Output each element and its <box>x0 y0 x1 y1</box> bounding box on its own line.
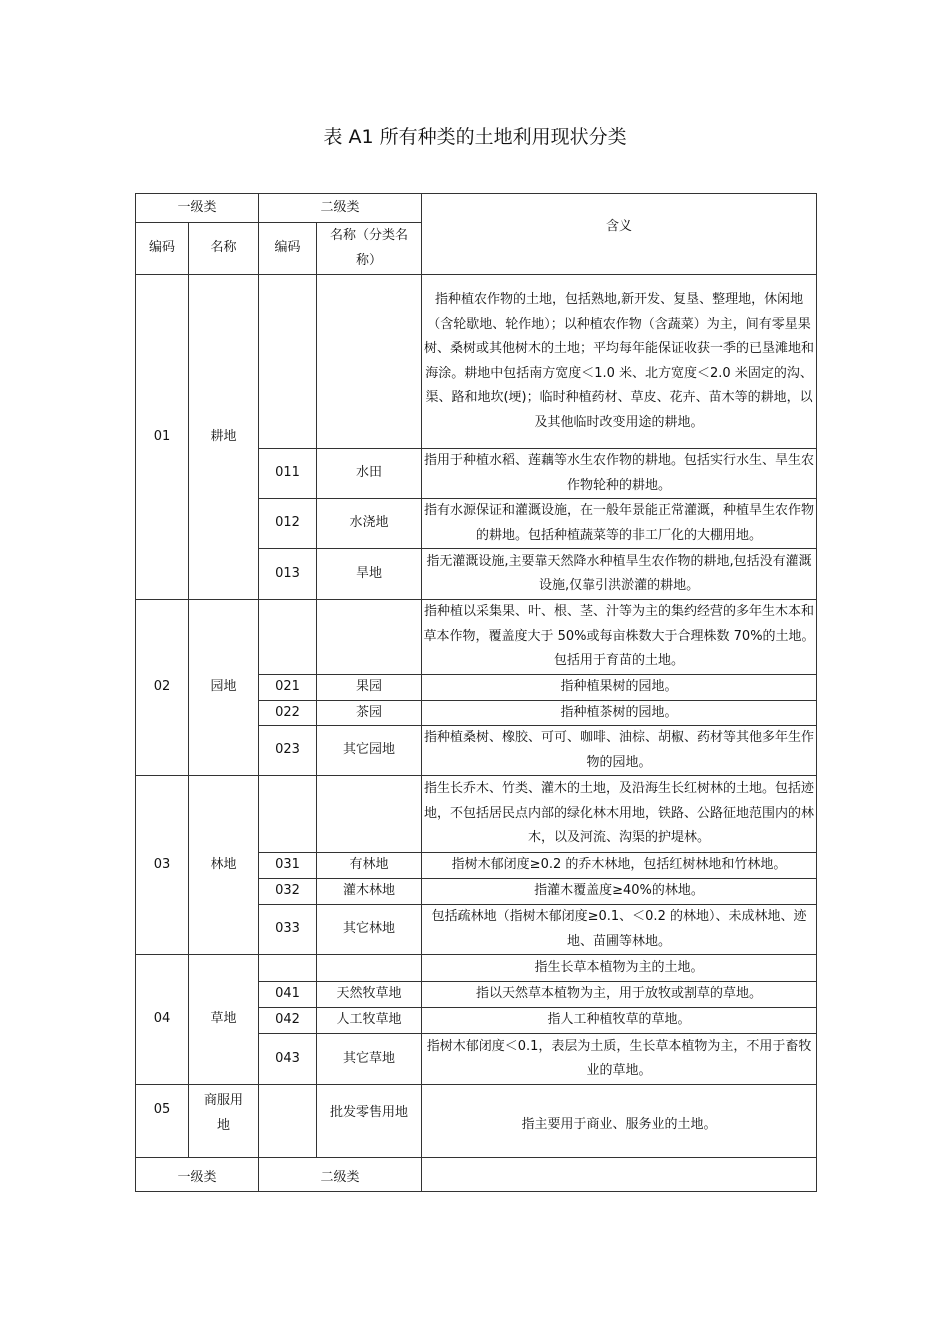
class-code: 01 <box>136 275 189 600</box>
class-name: 商服用地 <box>189 1085 259 1158</box>
subclass-name: 旱地 <box>317 549 422 600</box>
subclass-description: 指以天然草本植物为主，用于放牧或割草的草地。 <box>422 982 817 1008</box>
subclass-code: 012 <box>259 499 317 549</box>
page-title: 表 A1 所有种类的土地利用现状分类 <box>323 126 627 148</box>
subclass-code <box>259 1085 317 1158</box>
subclass-code: 043 <box>259 1034 317 1085</box>
subclass-description: 指无灌溉设施,主要靠天然降水种植旱生农作物的耕地,包括没有灌溉设施,仅靠引洪淤灌的耕地。 <box>422 549 817 600</box>
table-row <box>136 600 817 675</box>
header-name: 名称 <box>189 223 259 275</box>
subclass-code: 013 <box>259 549 317 600</box>
subclass-name: 有林地 <box>317 853 422 879</box>
subclass-description: 指用于种植水稻、莲藕等水生农作物的耕地。包括实行水生、旱生农作物轮种的耕地。 <box>422 449 817 499</box>
table-row <box>136 776 817 853</box>
header-meaning: 含义 <box>422 194 817 275</box>
subclass-description: 指种植果树的园地。 <box>422 675 817 701</box>
subclass-description: 指人工种植牧草的草地。 <box>422 1008 817 1034</box>
subclass-name: 批发零售用地 <box>317 1085 422 1158</box>
subclass-code: 021 <box>259 675 317 701</box>
class-description: 指种植以采集果、叶、根、茎、汁等为主的集约经营的多年生木本和草本作物，覆盖度大于 50%或每亩株数大于合理株数 70%的土地。包括用于育苗的土地。 <box>422 600 817 675</box>
class-name: 林地 <box>189 776 259 955</box>
class-name: 园地 <box>189 600 259 776</box>
subclass-name: 茶园 <box>317 700 422 726</box>
subclass-name: 其它草地 <box>317 1034 422 1085</box>
subclass-name: 其它林地 <box>317 905 422 955</box>
subclass-code: 011 <box>259 449 317 499</box>
table-row <box>136 1085 817 1158</box>
land-use-classification-table <box>135 193 817 1192</box>
subclass-description: 指灌木覆盖度≥40%的林地。 <box>422 879 817 905</box>
header-code: 编码 <box>136 223 189 275</box>
subclass-name: 灌木林地 <box>317 879 422 905</box>
subclass-code: 031 <box>259 853 317 879</box>
header-level2: 二级类 <box>259 194 422 223</box>
class-code: 04 <box>136 955 189 1085</box>
subclass-name: 果园 <box>317 675 422 701</box>
subclass-description: 指主要用于商业、服务业的土地。 <box>422 1085 817 1158</box>
header-row-1 <box>136 194 817 223</box>
header-code2: 编码 <box>259 223 317 275</box>
class-description: 指生长乔木、竹类、灌木的土地，及沿海生长红树林的土地。包括迹地，不包括居民点内部的绿化林木用地，铁路、公路征地范围内的林木，以及河流、沟渠的护堤林。 <box>422 776 817 853</box>
subclass-description: 指树木郁闭度＜0.1，表层为土质，生长草本植物为主，不用于畜牧业的草地。 <box>422 1034 817 1085</box>
table-row <box>136 275 817 449</box>
subclass-name: 水田 <box>317 449 422 499</box>
subclass-code: 022 <box>259 700 317 726</box>
footer-header-row <box>136 1158 817 1192</box>
class-name: 草地 <box>189 955 259 1085</box>
class-name: 耕地 <box>189 275 259 600</box>
footer-level1: 一级类 <box>136 1158 259 1192</box>
subclass-description: 指树木郁闭度≥0.2 的乔木林地，包括红树林地和竹林地。 <box>422 853 817 879</box>
subclass-description: 指种植茶树的园地。 <box>422 700 817 726</box>
subclass-description: 包括疏林地（指树木郁闭度≥0.1、＜0.2 的林地）、未成林地、迹地、苗圃等林地。 <box>422 905 817 955</box>
class-description: 指生长草本植物为主的土地。 <box>422 955 817 982</box>
class-description: 指种植农作物的土地，包括熟地,新开发、复垦、整理地，休闲地（含轮歇地、轮作地）；以种植农作物（含蔬菜）为主，间有零星果树、桑树或其他树木的土地；平均每年能保证收获一季的已垦滩地和海涂。耕地中包括南方宽度＜1.0 米、北方宽度＜2.0 米固定的沟、渠、路和地坎(埂)；临时种植药材、草皮、花卉、苗木等的耕地，以及其他临时改变用途的耕地。 <box>422 275 817 449</box>
class-code: 05 <box>136 1085 189 1158</box>
subclass-name: 天然牧草地 <box>317 982 422 1008</box>
subclass-code: 033 <box>259 905 317 955</box>
subclass-code: 032 <box>259 879 317 905</box>
subclass-code: 042 <box>259 1008 317 1034</box>
table-row <box>136 955 817 982</box>
footer-level2: 二级类 <box>259 1158 422 1192</box>
class-code: 03 <box>136 776 189 955</box>
subclass-name: 其它园地 <box>317 726 422 776</box>
subclass-description: 指种植桑树、橡胶、可可、咖啡、油棕、胡椒、药材等其他多年生作物的园地。 <box>422 726 817 776</box>
subclass-description: 指有水源保证和灌溉设施，在一般年景能正常灌溉，种植旱生农作物的耕地。包括种植蔬菜等的非工厂化的大棚用地。 <box>422 499 817 549</box>
subclass-code: 023 <box>259 726 317 776</box>
header-level1: 一级类 <box>136 194 259 223</box>
subclass-code: 041 <box>259 982 317 1008</box>
subclass-name: 人工牧草地 <box>317 1008 422 1034</box>
class-code: 02 <box>136 600 189 776</box>
header-name2: 名称（分类名称） <box>317 223 422 275</box>
subclass-name: 水浇地 <box>317 499 422 549</box>
